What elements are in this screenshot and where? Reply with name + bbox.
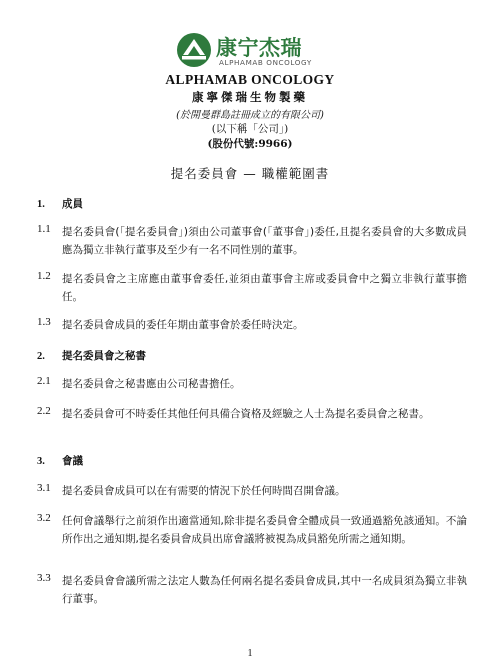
section-number: 2. — [37, 351, 45, 362]
clause-text: 提名委員會之秘書應由公司秘書擔任。 — [62, 378, 241, 390]
clause-number: 2.1 — [37, 375, 51, 387]
page-number: 1 — [247, 648, 253, 659]
clause-text: 任何會議舉行之前須作出適當通知,除非提名委員會全體成員一致通過豁免該通知。不論所作出之通知期,提名委員會成員出席會議將被視為成員豁免所需之通知期。 — [62, 515, 467, 545]
alphamab-logo-icon — [176, 32, 212, 68]
document-title: 提名委員會 — 職權範圍書 — [170, 166, 330, 181]
logo-name-cn: 康宁杰瑞 — [216, 36, 302, 60]
clause-number: 1.2 — [37, 270, 51, 282]
section-number: 3. — [37, 456, 45, 467]
clause-number: 1.1 — [37, 223, 51, 235]
incorporation-note: (於開曼群島註冊成立的有限公司) — [176, 110, 324, 121]
clause-number: 3.1 — [37, 482, 51, 494]
clause-text: 提名委員會(「提名委員會」)須由公司董事會(「董事會」)委任,且提名委員會的大多數成員應為獨立非執行董事及至少有一名不同性別的董事。 — [62, 226, 467, 256]
clause-text: 提名委員會會議所需之法定人數為任何兩名提名委員會成員,其中一名成員須為獨立非執行董事。 — [62, 575, 467, 605]
clause-text: 提名委員會之主席應由董事會委任,並須由董事會主席或委員會中之獨立非執行董事擔任。 — [62, 273, 467, 303]
henceforth-note: (以下稱「公司」) — [211, 123, 289, 135]
company-logo — [176, 30, 336, 78]
clause-number: 2.2 — [37, 405, 51, 417]
clause-number: 1.3 — [37, 316, 51, 328]
section-heading — [37, 348, 146, 363]
section-heading — [37, 196, 83, 211]
clause-number: 3.2 — [37, 512, 51, 524]
logo-name-en: ALPHAMAB ONCOLOGY — [219, 58, 312, 67]
section-heading — [37, 453, 83, 468]
section-title: 提名委員會之秘書 — [62, 350, 146, 362]
section-title: 會議 — [62, 455, 83, 467]
clause-text: 提名委員會成員的委任年期由董事會於委任時決定。 — [62, 319, 304, 331]
section-title: 成員 — [62, 198, 83, 210]
section-number: 1. — [37, 199, 45, 210]
company-name-en: ALPHAMAB ONCOLOGY — [165, 72, 335, 87]
company-name-cn: 康寧傑瑞生物製藥 — [192, 90, 308, 104]
clause-text: 提名委員會成員可以在有需要的情況下於任何時間召開會議。 — [62, 485, 346, 497]
clause-text: 提名委員會可不時委任其他任何具備合資格及經驗之人士為提名委員會之秘書。 — [62, 408, 430, 420]
clause-number: 3.3 — [37, 572, 51, 584]
stock-code: (股份代號:9966) — [207, 138, 293, 150]
